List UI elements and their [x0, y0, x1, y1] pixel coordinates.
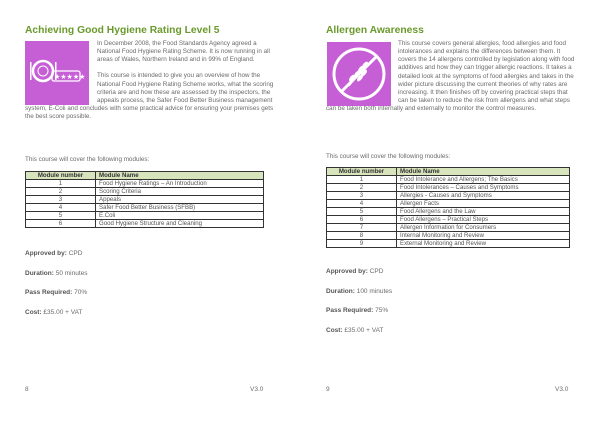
table-row	[26, 204, 264, 212]
page-number: 8	[25, 386, 29, 393]
module-number: 3	[26, 196, 96, 204]
module-number: 5	[26, 212, 96, 220]
modules-intro: This course will cover the following modules:	[326, 153, 451, 160]
module-number: 2	[26, 188, 96, 196]
module-number: 6	[327, 216, 397, 224]
module-number: 4	[26, 204, 96, 212]
module-name: Food Intolerances – Causes and Symptoms	[397, 184, 570, 192]
module-name: External Monitoring and Review	[397, 240, 570, 248]
module-number: 8	[327, 232, 397, 240]
module-name: Allergen Information for Consumers	[397, 224, 570, 232]
table-row	[327, 232, 570, 240]
intro-text	[326, 40, 576, 113]
module-number: 4	[327, 200, 397, 208]
table-row	[327, 216, 570, 224]
pass-required: Pass Required: 70%	[25, 289, 88, 296]
table-row	[327, 240, 570, 248]
module-name: Food Allergens – Practical Steps	[397, 216, 570, 224]
table-row	[327, 224, 570, 232]
module-name: Food Allergens and the Law	[397, 208, 570, 216]
pass-required: Pass Required: 75%	[326, 307, 389, 314]
modules-table	[25, 171, 264, 228]
header-module-number: Module number	[327, 168, 397, 176]
page-number: 9	[326, 386, 330, 393]
module-name: Allergen Facts	[397, 200, 570, 208]
module-name: Food Hygiene Ratings – An Introduction	[96, 180, 264, 188]
header-module-number: Module number	[26, 172, 96, 180]
module-number: 1	[26, 180, 96, 188]
table-row	[327, 208, 570, 216]
table-row	[26, 196, 264, 204]
module-number: 2	[327, 184, 397, 192]
course-details	[326, 268, 392, 346]
modules-table	[326, 167, 570, 248]
table-row	[26, 188, 264, 196]
table-row	[26, 180, 264, 188]
course-details	[25, 250, 88, 328]
module-name: Safer Food Better Business (SFBB)	[96, 204, 264, 212]
table-row	[327, 176, 570, 184]
module-name: Internal Monitoring and Review	[397, 232, 570, 240]
module-number: 5	[327, 208, 397, 216]
right-page	[300, 0, 600, 425]
duration: Duration: 100 minutes	[326, 287, 393, 295]
approved-by: Approved by: CPD	[326, 268, 384, 275]
module-name: Scoring Criteria	[96, 188, 264, 196]
modules-intro: This course will cover the following modules:	[25, 156, 150, 163]
module-name: Good Hygiene Structure and Cleaning	[96, 220, 264, 228]
svg-text:★★★★★: ★★★★★	[54, 73, 86, 81]
module-name: Allergies - Causes and Symptoms	[397, 192, 570, 200]
module-number: 9	[327, 240, 397, 248]
table-row	[327, 200, 570, 208]
intro-paragraph-2: This course is intended to give you an overview of how the National Food Hygiene Rating Scheme works, what the scoring criteria are and how these are assessed by the inspectors, the appeals process, the Safer Food Better Business management system, E-Coli and concludes with some practical advice for ensuring your premises gets the best score possible.	[25, 72, 274, 121]
table-row	[26, 220, 264, 228]
course-heading: Allergen Awareness	[326, 25, 424, 36]
intro-paragraph-1: This course covers general allergies, food allergies and food intolerances and explains the differences between them. It covers the 14 allergens controlled by legislation along with food additives and how they can trigger allergic reactions. It takes a detailed look at the symptoms of food allergies and takes in the wider picture discussing the current theories of why rates are increasing. It then finishes off by covering practical steps that can be taken to reduce the risk from allergens and what steps can be taken both internally and externally to monitor the control measures.	[326, 40, 575, 113]
module-number: 1	[327, 176, 397, 184]
approved-by: Approved by: CPD	[25, 250, 83, 257]
intro-paragraph-1: In December 2008, the Food Standards Agency agreed a National Food Hygiene Rating Scheme. It is now running in all areas of Wales, Northern Ireland and in 99% of England.	[97, 40, 270, 64]
cost: Cost: £35.00 + VAT	[326, 326, 384, 334]
module-number: 7	[327, 224, 397, 232]
module-name: Food Intolerance and Allergens; The Basics	[397, 176, 570, 184]
header-module-name: Module Name	[96, 172, 264, 180]
table-header-row	[26, 172, 264, 180]
table-row	[327, 184, 570, 192]
duration: Duration: 50 minutes	[25, 269, 88, 277]
version-label: V3.0	[250, 386, 264, 393]
version-label: V3.0	[555, 386, 569, 393]
course-heading: Achieving Good Hygiene Rating Level 5	[25, 25, 220, 36]
table-row	[327, 192, 570, 200]
intro-text	[25, 40, 279, 121]
table-header-row	[327, 168, 570, 176]
module-name: E.Coli	[96, 212, 264, 220]
module-number: 3	[327, 192, 397, 200]
table-row	[26, 212, 264, 220]
module-number: 6	[26, 220, 96, 228]
header-module-name: Module Name	[397, 168, 570, 176]
cost: Cost: £35.00 + VAT	[25, 308, 83, 316]
module-name: Appeals	[96, 196, 264, 204]
